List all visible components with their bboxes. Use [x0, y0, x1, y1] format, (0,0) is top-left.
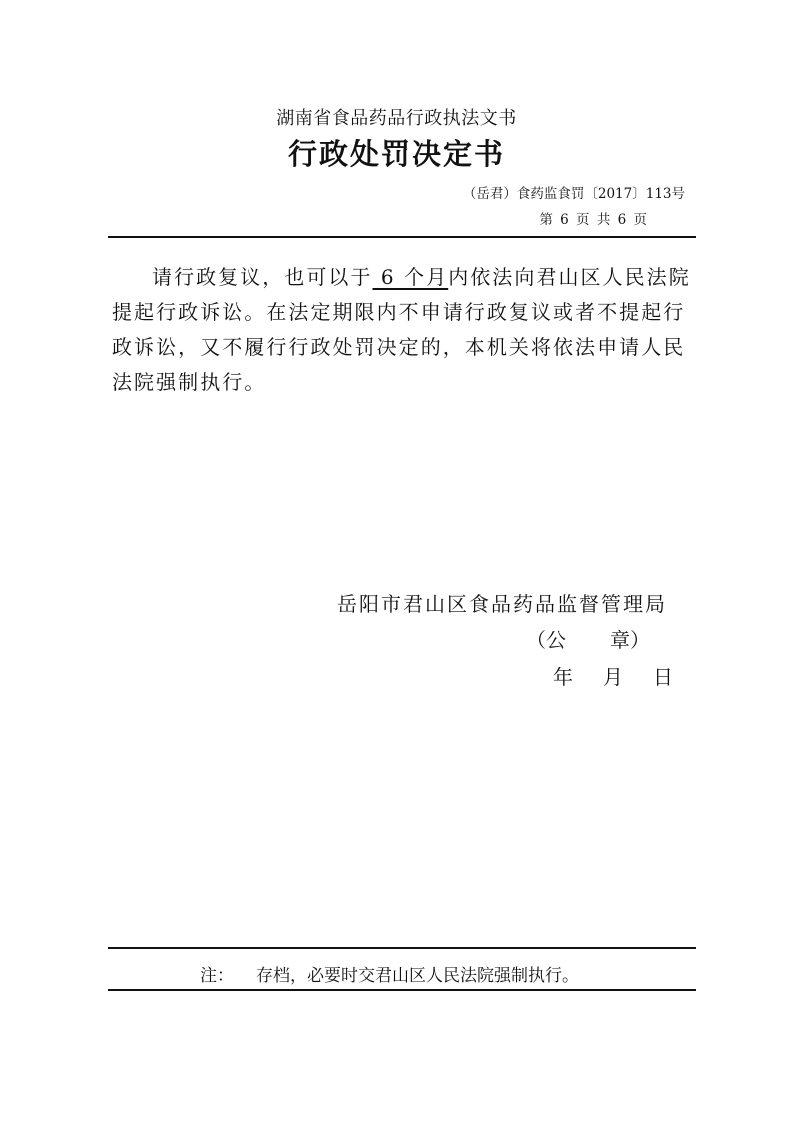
issuing-authority: 岳阳市君山区食品药品监督管理局 — [337, 592, 667, 616]
day-label: 日 — [653, 665, 673, 689]
body-line-1-start: 请行政复议，也可以于 — [152, 265, 373, 289]
footer-note — [200, 961, 579, 986]
header-divider — [108, 236, 696, 238]
body-line-3: 政诉讼，又不履行行政处罚决定的，本机关将依法申请人民 — [112, 335, 686, 359]
body-line-1 — [112, 260, 692, 295]
body-line-1-end: 内依法向君山区人民法院 — [448, 265, 691, 289]
document-number: （岳君）食药监食罚〔2017〕113号 — [462, 186, 685, 202]
page-indicator: 第 6 页 共 6 页 — [539, 212, 647, 228]
note-text: 存档，必要时交君山区人民法院强制执行。 — [256, 966, 579, 986]
date-line — [553, 661, 673, 690]
seal-placeholder — [526, 624, 650, 653]
seal-open-label: （公 — [526, 628, 566, 652]
footer-divider-bottom — [108, 989, 696, 991]
note-label: 注： — [200, 966, 234, 986]
document-title: 行政处罚决定书 — [287, 137, 505, 171]
month-label: 月 — [603, 665, 623, 689]
year-label: 年 — [553, 665, 573, 689]
body-line-4: 法院强制执行。 — [112, 370, 267, 394]
footer-divider-top — [108, 947, 696, 949]
body-line-2: 提起行政诉讼。在法定期限内不申请行政复议或者不提起行 — [112, 300, 686, 324]
body-paragraph — [112, 260, 692, 400]
document-category: 湖南省食品药品行政执法文书 — [276, 108, 517, 129]
seal-close-label: 章） — [610, 628, 650, 652]
appeal-period: 6 个月 — [372, 265, 449, 289]
